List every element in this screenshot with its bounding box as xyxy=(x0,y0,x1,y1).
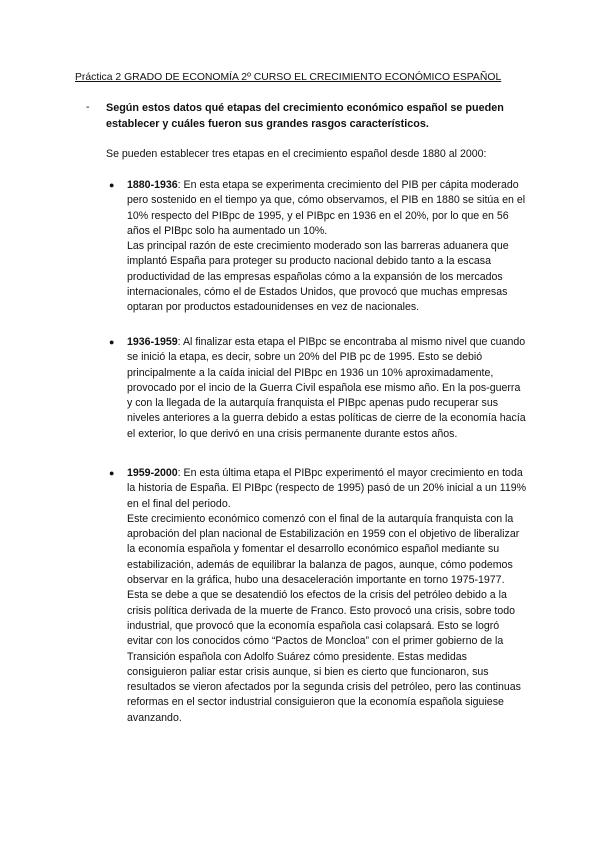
stage-title: 1936-1959 xyxy=(127,336,178,348)
stage-1936-1959 xyxy=(109,335,527,442)
stage-paragraph: Este crecimiento económico comenzó con el final de la autarquía franquista con la aprobación del plan nacional de Estabilización en 1959 con el objetivo de liberalizar la economía española y fomentar el desarrollo económico español mediante su estabilización, además de equilibrar la balanza de pagos, aunque, cómo podemos observar en la gráfica, hubo una desaceleración importante en torno 1975-1977. Esta se debe a que se desatendió los efectos de la crisis del petróleo debido a la crisis política derivada de la muerte de Franco. Esto provocó una crisis, sobre todo industrial, que provocó que la economía española casi colapsará. Esto se logró evitar con los conocidos cómo “Pactos de Moncloa” con el primer gobierno de la Transición española con Adolfo Suárez cómo presidente. Estas medidas consiguieron paliar estar crisis aunque, si bien es cierto que funcionaron, sus resultados se vieron afectados por la segunda crisis del petróleo, pero las continuas reformas en el sector industrial consiguieron que la economía española siguiese avanzando. xyxy=(127,512,521,724)
stage-paragraph xyxy=(127,466,527,512)
stage-title: 1959-2000 xyxy=(127,467,178,479)
question-dash: - xyxy=(86,101,90,113)
stage-text: : Al finalizar esta etapa el PIBpc se encontraba al mismo nivel que cuando se inició la etapa, es decir, sobre un 20% del PIB pc de 1995. Esto se debió principalmente a la caída inicial del PIBpc en 1936 un 10% aproximadamente, provocado por el incio de la Guerra Civil española ese mismo año. En la pos-guerra y con la llegada de la autarquía franquista el PIBpc apenas pudo recuperar sus niveles anteriores a la guerra debido a estas políticas de cierre de la economía hacía el exterior, lo que derivó en una crisis permanente durante estos años. xyxy=(127,336,526,440)
stage-1880-1936 xyxy=(109,178,527,316)
stage-paragraph xyxy=(127,335,527,442)
stage-paragraph: Las principal razón de este crecimiento moderado son las barreras aduanera que implantó España para proteger su producto nacional debido tanto a la escasa productividad de las empresas españolas cómo a la expansión de los mercados internacionales, cómo el de Estados Unidos, que provocó que muchas empresas optaran por productos estadounidenses en vez de nacionales. xyxy=(127,240,509,314)
stage-text: : En esta etapa se experimenta crecimiento del PIB per cápita moderado pero sostenido en el tiempo ya que, cómo observamos, el PIB en 1880 se sitúa en el 10% respecto del PIBpc de 1995, y el PIBpc en 1936 en el 20%, por lo que en 56 años el PIBpc solo ha aumentado un 10%. xyxy=(127,179,526,237)
stage-paragraph xyxy=(127,178,527,239)
bullet-icon: ● xyxy=(109,180,115,190)
bullet-icon: ● xyxy=(109,337,115,347)
intro-text: Se pueden establecer tres etapas en el crecimiento español desde 1880 al 2000: xyxy=(106,148,487,160)
document-title: Práctica 2 GRADO DE ECONOMÍA 2º CURSO EL CRECIMIENTO ECONÓMICO ESPAÑOL xyxy=(75,72,502,83)
stage-text: : En esta última etapa el PIBpc experimentó el mayor crecimiento en toda la historia de España. El PIBpc (respecto de 1995) pasó de un 20% inicial a un 119% en el final del periodo. xyxy=(127,467,527,510)
question-block xyxy=(86,100,526,132)
stage-title: 1880-1936 xyxy=(127,179,178,191)
bullet-icon: ● xyxy=(109,468,115,478)
stage-1959-2000 xyxy=(109,466,527,726)
question-text: Según estos datos qué etapas del crecimiento económico español se pueden establecer y cuáles fueron sus grandes rasgos característicos. xyxy=(106,102,504,130)
